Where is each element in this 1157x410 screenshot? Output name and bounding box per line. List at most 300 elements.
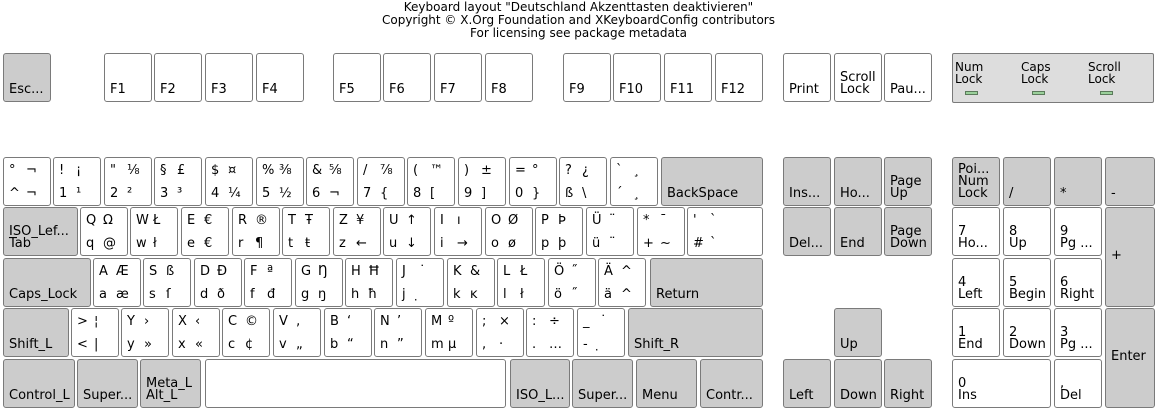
key-digit-4-legend-bl: 4 xyxy=(211,186,220,201)
key-kp-8-label: 8 Up xyxy=(1009,224,1027,251)
key-r-legend-tl: R xyxy=(238,213,248,228)
key-k-legend-tr: & xyxy=(470,264,481,279)
key-f2[interactable] xyxy=(154,53,202,102)
key-f-legend-tl: F xyxy=(250,264,258,279)
key-shift-right[interactable] xyxy=(628,308,763,357)
key-v-legend-br: „ xyxy=(296,337,303,352)
key-digit-0-legend-tl: = xyxy=(515,163,526,178)
key-super-left[interactable] xyxy=(77,359,138,408)
key-l-legend-br: ł xyxy=(520,287,524,302)
key-digit-1-legend-bl: 1 xyxy=(59,186,68,201)
key-backspace[interactable] xyxy=(661,157,763,206)
key-t-legend-bl: t xyxy=(288,236,294,251)
key-caps-lock[interactable] xyxy=(3,258,91,307)
key-b[interactable] xyxy=(324,308,372,357)
key-kp-5-label: 5 Begin xyxy=(1009,275,1047,302)
caps-lock-led xyxy=(1032,91,1045,95)
key-c-legend-tr: © xyxy=(245,314,258,329)
key-g-legend-bl: g xyxy=(301,287,310,302)
key-iso-level3[interactable] xyxy=(510,359,570,408)
key-z[interactable] xyxy=(333,207,381,256)
key-minus-legend-tl: _ xyxy=(583,314,590,329)
key-e-legend-tl: E xyxy=(187,213,196,228)
key-kp-add[interactable] xyxy=(1105,207,1155,307)
key-i-legend-tl: I xyxy=(440,213,444,228)
key-home-label: Ho... xyxy=(840,186,870,201)
key-page-down[interactable] xyxy=(884,207,932,256)
key-digit-5-legend-br: ½ xyxy=(279,186,292,201)
key-h-legend-tr: Ħ xyxy=(368,264,380,279)
key-arrow-up-label: Up xyxy=(840,337,858,352)
key-v[interactable] xyxy=(273,308,321,357)
key-kp-multiply-label: * xyxy=(1060,186,1067,201)
key-digit-9-legend-tr: ± xyxy=(481,163,492,178)
key-h-legend-tl: H xyxy=(351,264,361,279)
key-z-legend-tr: ¥ xyxy=(356,213,365,228)
key-digit-8-legend-tl: ( xyxy=(413,163,419,178)
key-digit-8-legend-br: [ xyxy=(430,186,436,201)
key-kp-enter[interactable] xyxy=(1105,308,1155,408)
key-acute-legend-tl: ` xyxy=(616,163,623,178)
key-e-legend-tr: € xyxy=(204,213,213,228)
key-w[interactable] xyxy=(130,207,178,256)
key-m-legend-tl: M xyxy=(431,314,443,329)
key-b-legend-tr: ‘ xyxy=(347,314,352,329)
key-n-legend-tl: N xyxy=(380,314,390,329)
key-m[interactable] xyxy=(425,308,473,357)
key-arrow-up[interactable] xyxy=(834,308,882,357)
key-hash-legend-bl: # xyxy=(693,236,704,251)
key-f12[interactable] xyxy=(715,53,763,102)
key-k-legend-tl: K xyxy=(453,264,462,279)
key-kp-divide[interactable] xyxy=(1003,157,1051,206)
key-o-umlaut-legend-br: ˝ xyxy=(571,287,578,302)
key-page-up[interactable] xyxy=(884,157,932,206)
key-r[interactable] xyxy=(232,207,280,256)
key-tab[interactable] xyxy=(3,207,78,256)
key-page-up-label: Page Up xyxy=(890,174,922,201)
key-control-right-label: Contr... xyxy=(706,388,753,403)
key-circumflex-legend-tr: ¬ xyxy=(26,163,37,178)
key-f8[interactable] xyxy=(485,53,533,102)
key-tab-label: ISO_Lef... Tab xyxy=(9,224,69,251)
key-hash-legend-tr: ` xyxy=(710,213,717,228)
key-kp-9[interactable] xyxy=(1054,207,1102,256)
key-o-legend-tr: Ø xyxy=(508,213,519,228)
key-kp-multiply[interactable] xyxy=(1054,157,1102,206)
key-p-legend-tl: P xyxy=(541,213,549,228)
key-s-legend-bl: s xyxy=(149,287,156,302)
key-digit-6-legend-tl: & xyxy=(312,163,323,178)
key-digit-3-legend-tl: § xyxy=(160,163,167,178)
key-kp-7-label: 7 Ho... xyxy=(958,224,988,251)
key-q[interactable] xyxy=(80,207,128,256)
key-digit-3-legend-bl: 3 xyxy=(160,186,169,201)
key-p-legend-br: þ xyxy=(558,236,567,251)
key-arrow-down-label: Down xyxy=(840,388,877,403)
key-digit-1[interactable] xyxy=(53,157,101,206)
key-digit-7-legend-bl: 7 xyxy=(363,186,372,201)
key-digit-6-legend-tr: ⅝ xyxy=(329,163,342,178)
key-y-legend-tl: Y xyxy=(127,314,135,329)
key-k-legend-bl: k xyxy=(453,287,461,302)
key-e-legend-bl: e xyxy=(187,236,195,251)
key-i[interactable] xyxy=(434,207,482,256)
key-arrow-down[interactable] xyxy=(834,359,882,408)
key-pause[interactable] xyxy=(884,53,932,102)
key-k[interactable] xyxy=(447,258,495,307)
key-less-than[interactable] xyxy=(71,308,119,357)
key-kp-6[interactable] xyxy=(1054,258,1102,307)
key-less-than-legend-tl: > xyxy=(77,314,88,329)
key-backspace-label: BackSpace xyxy=(667,186,739,201)
key-t[interactable] xyxy=(282,207,330,256)
key-m-legend-bl: m xyxy=(431,337,444,352)
key-digit-1-legend-tr: ¡ xyxy=(76,163,82,178)
key-u-umlaut-legend-br: ¨ xyxy=(609,236,616,251)
key-a[interactable] xyxy=(93,258,141,307)
key-shift-left[interactable] xyxy=(3,308,69,357)
key-f1-label: F1 xyxy=(110,82,126,97)
key-x[interactable] xyxy=(172,308,220,357)
key-f9-label: F9 xyxy=(569,82,585,97)
key-digit-4-legend-tl: $ xyxy=(211,163,220,178)
key-h[interactable] xyxy=(345,258,393,307)
key-l[interactable] xyxy=(497,258,545,307)
key-h-legend-br: ħ xyxy=(368,287,378,302)
key-period-legend-br: … xyxy=(549,337,562,352)
key-kp-2[interactable] xyxy=(1003,308,1051,357)
key-q-legend-bl: q xyxy=(86,236,95,251)
lock-indicator-panel xyxy=(952,53,1154,103)
key-b-legend-bl: b xyxy=(330,337,339,352)
key-pause-label: Pau... xyxy=(890,82,926,97)
key-kp-9-label: 9 Pg ... xyxy=(1060,224,1093,251)
key-acute-legend-bl: ´ xyxy=(616,186,623,201)
key-kp-4[interactable] xyxy=(952,258,1000,307)
key-end[interactable] xyxy=(834,207,882,256)
key-arrow-left-label: Left xyxy=(789,388,814,403)
key-arrow-right-label: Right xyxy=(890,388,925,403)
key-f-legend-tr: ª xyxy=(267,264,274,279)
key-f4[interactable] xyxy=(256,53,304,102)
key-kp-0[interactable] xyxy=(952,359,1051,408)
key-kp-3[interactable] xyxy=(1054,308,1102,357)
key-digit-9-legend-tl: ) xyxy=(464,163,470,178)
key-a-umlaut[interactable] xyxy=(598,258,646,307)
key-home[interactable] xyxy=(834,157,882,206)
key-caps-lock-label: Caps_Lock xyxy=(9,287,78,302)
key-period-legend-bl: . xyxy=(532,337,537,352)
key-f6[interactable] xyxy=(383,53,431,102)
key-control-left-label: Control_L xyxy=(9,388,70,403)
scroll-lock-led xyxy=(1100,91,1113,95)
key-delete-label: Del... xyxy=(789,236,824,251)
key-arrow-left[interactable] xyxy=(783,359,831,408)
key-digit-3[interactable] xyxy=(154,157,202,206)
num-lock-label: Num Lock xyxy=(955,60,984,86)
key-super-left-label: Super... xyxy=(83,388,133,403)
key-digit-0-legend-bl: 0 xyxy=(515,186,524,201)
key-l-legend-bl: l xyxy=(503,287,507,302)
key-h-legend-bl: h xyxy=(351,287,360,302)
key-acute-legend-tr: ¸ xyxy=(633,163,640,178)
key-period[interactable] xyxy=(526,308,574,357)
key-kp-1[interactable] xyxy=(952,308,1000,357)
key-a-umlaut-legend-tl: Ä xyxy=(604,264,613,279)
key-o-umlaut[interactable] xyxy=(548,258,596,307)
key-digit-4-legend-br: ¼ xyxy=(228,186,241,201)
key-f7[interactable] xyxy=(434,53,482,102)
key-f3[interactable] xyxy=(205,53,253,102)
key-digit-7[interactable] xyxy=(357,157,405,206)
key-return[interactable] xyxy=(650,258,763,307)
key-digit-8[interactable] xyxy=(407,157,455,206)
key-e[interactable] xyxy=(181,207,229,256)
key-comma-legend-br: · xyxy=(499,337,504,352)
key-plus-legend-tl: * xyxy=(643,213,650,228)
key-c-legend-tl: C xyxy=(228,314,238,329)
key-menu[interactable] xyxy=(636,359,697,408)
key-v-legend-bl: v xyxy=(279,337,287,352)
key-sharp-s-legend-br: \ xyxy=(582,186,587,201)
key-esc-label: Esc... xyxy=(9,82,44,97)
key-m-legend-br: µ xyxy=(448,337,457,352)
key-f5[interactable] xyxy=(333,53,381,102)
key-digit-2-legend-tr: ⅛ xyxy=(127,163,140,178)
key-digit-0[interactable] xyxy=(509,157,557,206)
key-plus-legend-bl: + xyxy=(643,236,654,251)
key-g-legend-tl: G xyxy=(301,264,312,279)
key-plus[interactable] xyxy=(637,207,685,256)
num-lock-led xyxy=(965,91,978,95)
key-v-legend-tr: ‚ xyxy=(296,314,301,329)
key-space[interactable] xyxy=(205,359,506,408)
key-minus[interactable] xyxy=(577,308,625,357)
key-plus-legend-br: ~ xyxy=(660,236,671,251)
key-o[interactable] xyxy=(485,207,533,256)
key-p-legend-tr: Þ xyxy=(558,213,566,228)
key-j-legend-tr: ˙ xyxy=(419,264,426,279)
key-g-legend-tr: Ŋ xyxy=(318,264,328,279)
key-g[interactable] xyxy=(295,258,343,307)
key-digit-0-legend-br: } xyxy=(532,186,541,201)
key-super-right[interactable] xyxy=(572,359,633,408)
key-g-legend-br: ŋ xyxy=(318,287,327,302)
key-t-legend-br: ŧ xyxy=(305,236,311,251)
key-n[interactable] xyxy=(374,308,422,357)
key-kp-subtract-label: - xyxy=(1111,186,1116,201)
key-o-legend-tl: O xyxy=(491,213,502,228)
key-digit-9-legend-br: ] xyxy=(481,186,487,201)
key-kp-subtract[interactable] xyxy=(1105,157,1155,206)
key-kp-6-label: 6 Right xyxy=(1060,275,1095,302)
copyright-line: Copyright © X.Org Foundation and XKeyboardConfig contributors xyxy=(381,13,775,27)
key-acute[interactable] xyxy=(610,157,658,206)
key-digit-8-legend-bl: 8 xyxy=(413,186,422,201)
key-hash-legend-tl: ' xyxy=(693,213,697,228)
key-print-label: Print xyxy=(789,82,819,97)
key-minus-legend-bl: - xyxy=(583,337,588,352)
key-c[interactable] xyxy=(222,308,270,357)
key-comma-legend-tr: × xyxy=(499,314,510,329)
key-digit-4[interactable] xyxy=(205,157,253,206)
key-kp-decimal[interactable] xyxy=(1054,359,1102,408)
key-y-legend-tr: › xyxy=(144,314,150,329)
key-return-label: Return xyxy=(656,287,700,302)
key-t-legend-tr: Ŧ xyxy=(305,213,313,228)
key-num-lock-label: Poi... Num Lock xyxy=(958,162,990,201)
key-q-legend-tl: Q xyxy=(86,213,97,228)
key-digit-8-legend-tr: ™ xyxy=(430,163,443,178)
key-f[interactable] xyxy=(244,258,292,307)
key-d-legend-tr: Đ xyxy=(217,264,228,279)
key-z-legend-bl: z xyxy=(339,236,346,251)
key-s[interactable] xyxy=(143,258,191,307)
key-u-umlaut-legend-tr: ¨ xyxy=(609,213,616,228)
key-y-legend-br: » xyxy=(144,337,152,352)
key-a-umlaut-legend-bl: ä xyxy=(604,287,612,302)
key-digit-1-legend-br: ¹ xyxy=(76,186,82,201)
key-digit-1-legend-tl: ! xyxy=(59,163,65,178)
key-period-legend-tr: ÷ xyxy=(549,314,560,329)
key-z-legend-tl: Z xyxy=(339,213,348,228)
key-digit-3-legend-tr: £ xyxy=(177,163,186,178)
key-l-legend-tl: L xyxy=(503,264,511,279)
key-f-legend-bl: f xyxy=(250,287,255,302)
key-period-legend-tl: : xyxy=(532,314,537,329)
key-iso-level3-label: ISO_L... xyxy=(516,388,565,403)
key-d[interactable] xyxy=(194,258,242,307)
key-f7-label: F7 xyxy=(440,82,456,97)
key-j[interactable] xyxy=(396,258,444,307)
key-p[interactable] xyxy=(535,207,583,256)
key-a-umlaut-legend-tr: ^ xyxy=(621,264,632,279)
key-print[interactable] xyxy=(783,53,831,102)
key-d-legend-br: ð xyxy=(217,287,225,302)
key-a-legend-br: æ xyxy=(116,287,129,302)
key-circumflex-legend-tl: ° xyxy=(9,163,16,178)
key-f12-label: F12 xyxy=(721,82,746,97)
key-i-legend-br: → xyxy=(457,236,468,251)
key-b-legend-br: “ xyxy=(347,337,354,352)
key-m-legend-tr: º xyxy=(448,314,455,329)
key-alt-left[interactable] xyxy=(140,359,201,408)
key-u-umlaut-legend-bl: ü xyxy=(592,236,601,251)
key-s-legend-br: ſ xyxy=(166,287,171,302)
key-u-legend-tl: U xyxy=(389,213,399,228)
key-digit-7-legend-br: { xyxy=(380,186,389,201)
key-f9[interactable] xyxy=(563,53,611,102)
key-comma-legend-tl: ; xyxy=(482,314,487,329)
key-kp-2-label: 2 Down xyxy=(1009,325,1046,352)
key-x-legend-br: « xyxy=(195,337,203,352)
key-control-right[interactable] xyxy=(700,359,763,408)
key-q-legend-tr: Ω xyxy=(103,213,113,228)
key-acute-legend-br: ¸ xyxy=(633,186,640,201)
key-control-left[interactable] xyxy=(3,359,75,408)
key-circumflex-legend-bl: ^ xyxy=(9,186,20,201)
key-digit-7-legend-tl: / xyxy=(363,163,368,178)
key-j-legend-bl: j xyxy=(402,287,406,302)
key-f8-label: F8 xyxy=(491,82,507,97)
key-x-legend-bl: x xyxy=(178,337,186,352)
key-o-umlaut-legend-tl: Ö xyxy=(554,264,565,279)
key-menu-label: Menu xyxy=(642,388,678,403)
key-kp-7[interactable] xyxy=(952,207,1000,256)
key-c-legend-br: ¢ xyxy=(245,337,254,352)
key-digit-9[interactable] xyxy=(458,157,506,206)
key-f1[interactable] xyxy=(104,53,152,102)
key-u[interactable] xyxy=(383,207,431,256)
key-less-than-legend-bl: < xyxy=(77,337,88,352)
key-u-legend-bl: u xyxy=(389,236,398,251)
key-digit-5-legend-bl: 5 xyxy=(262,186,271,201)
key-digit-6[interactable] xyxy=(306,157,354,206)
key-sharp-s-legend-tr: ¿ xyxy=(582,163,589,178)
key-o-legend-bl: o xyxy=(491,236,499,251)
key-n-legend-bl: n xyxy=(380,337,389,352)
key-kp-5[interactable] xyxy=(1003,258,1051,307)
key-digit-9-legend-bl: 9 xyxy=(464,186,473,201)
key-circumflex[interactable] xyxy=(3,157,51,206)
key-esc[interactable] xyxy=(3,53,51,102)
key-super-right-label: Super... xyxy=(578,388,628,403)
key-less-than-legend-br: | xyxy=(94,337,99,352)
key-digit-2[interactable] xyxy=(104,157,152,206)
key-insert[interactable] xyxy=(783,157,831,206)
key-digit-6-legend-br: ¬ xyxy=(329,186,340,201)
key-comma[interactable] xyxy=(476,308,524,357)
key-kp-3-label: 3 Pg ... xyxy=(1060,325,1093,352)
key-arrow-right[interactable] xyxy=(884,359,932,408)
key-digit-6-legend-bl: 6 xyxy=(312,186,321,201)
key-digit-2-legend-bl: 2 xyxy=(110,186,119,201)
key-end-label: End xyxy=(840,236,865,251)
key-f11[interactable] xyxy=(664,53,712,102)
key-delete[interactable] xyxy=(783,207,831,256)
layout-title: Keyboard layout "Deutschland Akzenttasten deaktivieren" xyxy=(403,0,754,14)
key-sharp-s-legend-tl: ? xyxy=(565,163,572,178)
key-u-umlaut-legend-tl: Ü xyxy=(592,213,602,228)
key-scroll-lock-label: Scroll Lock xyxy=(840,70,876,97)
key-digit-0-legend-tr: ° xyxy=(532,163,539,178)
key-f6-label: F6 xyxy=(389,82,405,97)
key-digit-5[interactable] xyxy=(256,157,304,206)
key-b-legend-tl: B xyxy=(330,314,339,329)
key-w-legend-tr: Ł xyxy=(153,213,161,228)
key-r-legend-br: ¶ xyxy=(255,236,264,251)
key-o-legend-br: ø xyxy=(508,236,516,251)
key-sharp-s[interactable] xyxy=(559,157,607,206)
key-f10[interactable] xyxy=(613,53,661,102)
key-kp-8[interactable] xyxy=(1003,207,1051,256)
key-r-legend-tr: ® xyxy=(255,213,268,228)
key-digit-2-legend-tl: " xyxy=(110,163,116,178)
key-u-umlaut[interactable] xyxy=(586,207,634,256)
key-a-umlaut-legend-br: ^ xyxy=(621,287,632,302)
key-x-legend-tr: ‹ xyxy=(195,314,201,329)
key-j-legend-tl: J xyxy=(402,264,406,279)
key-scroll-lock[interactable] xyxy=(834,53,882,102)
key-alt-left-label: Meta_L Alt_L xyxy=(146,376,193,403)
key-p-legend-bl: p xyxy=(541,236,550,251)
key-y-legend-bl: y xyxy=(127,337,135,352)
key-y[interactable] xyxy=(121,308,169,357)
key-hash[interactable] xyxy=(687,207,763,256)
key-f5-label: F5 xyxy=(339,82,355,97)
key-num-lock[interactable] xyxy=(952,157,1000,206)
